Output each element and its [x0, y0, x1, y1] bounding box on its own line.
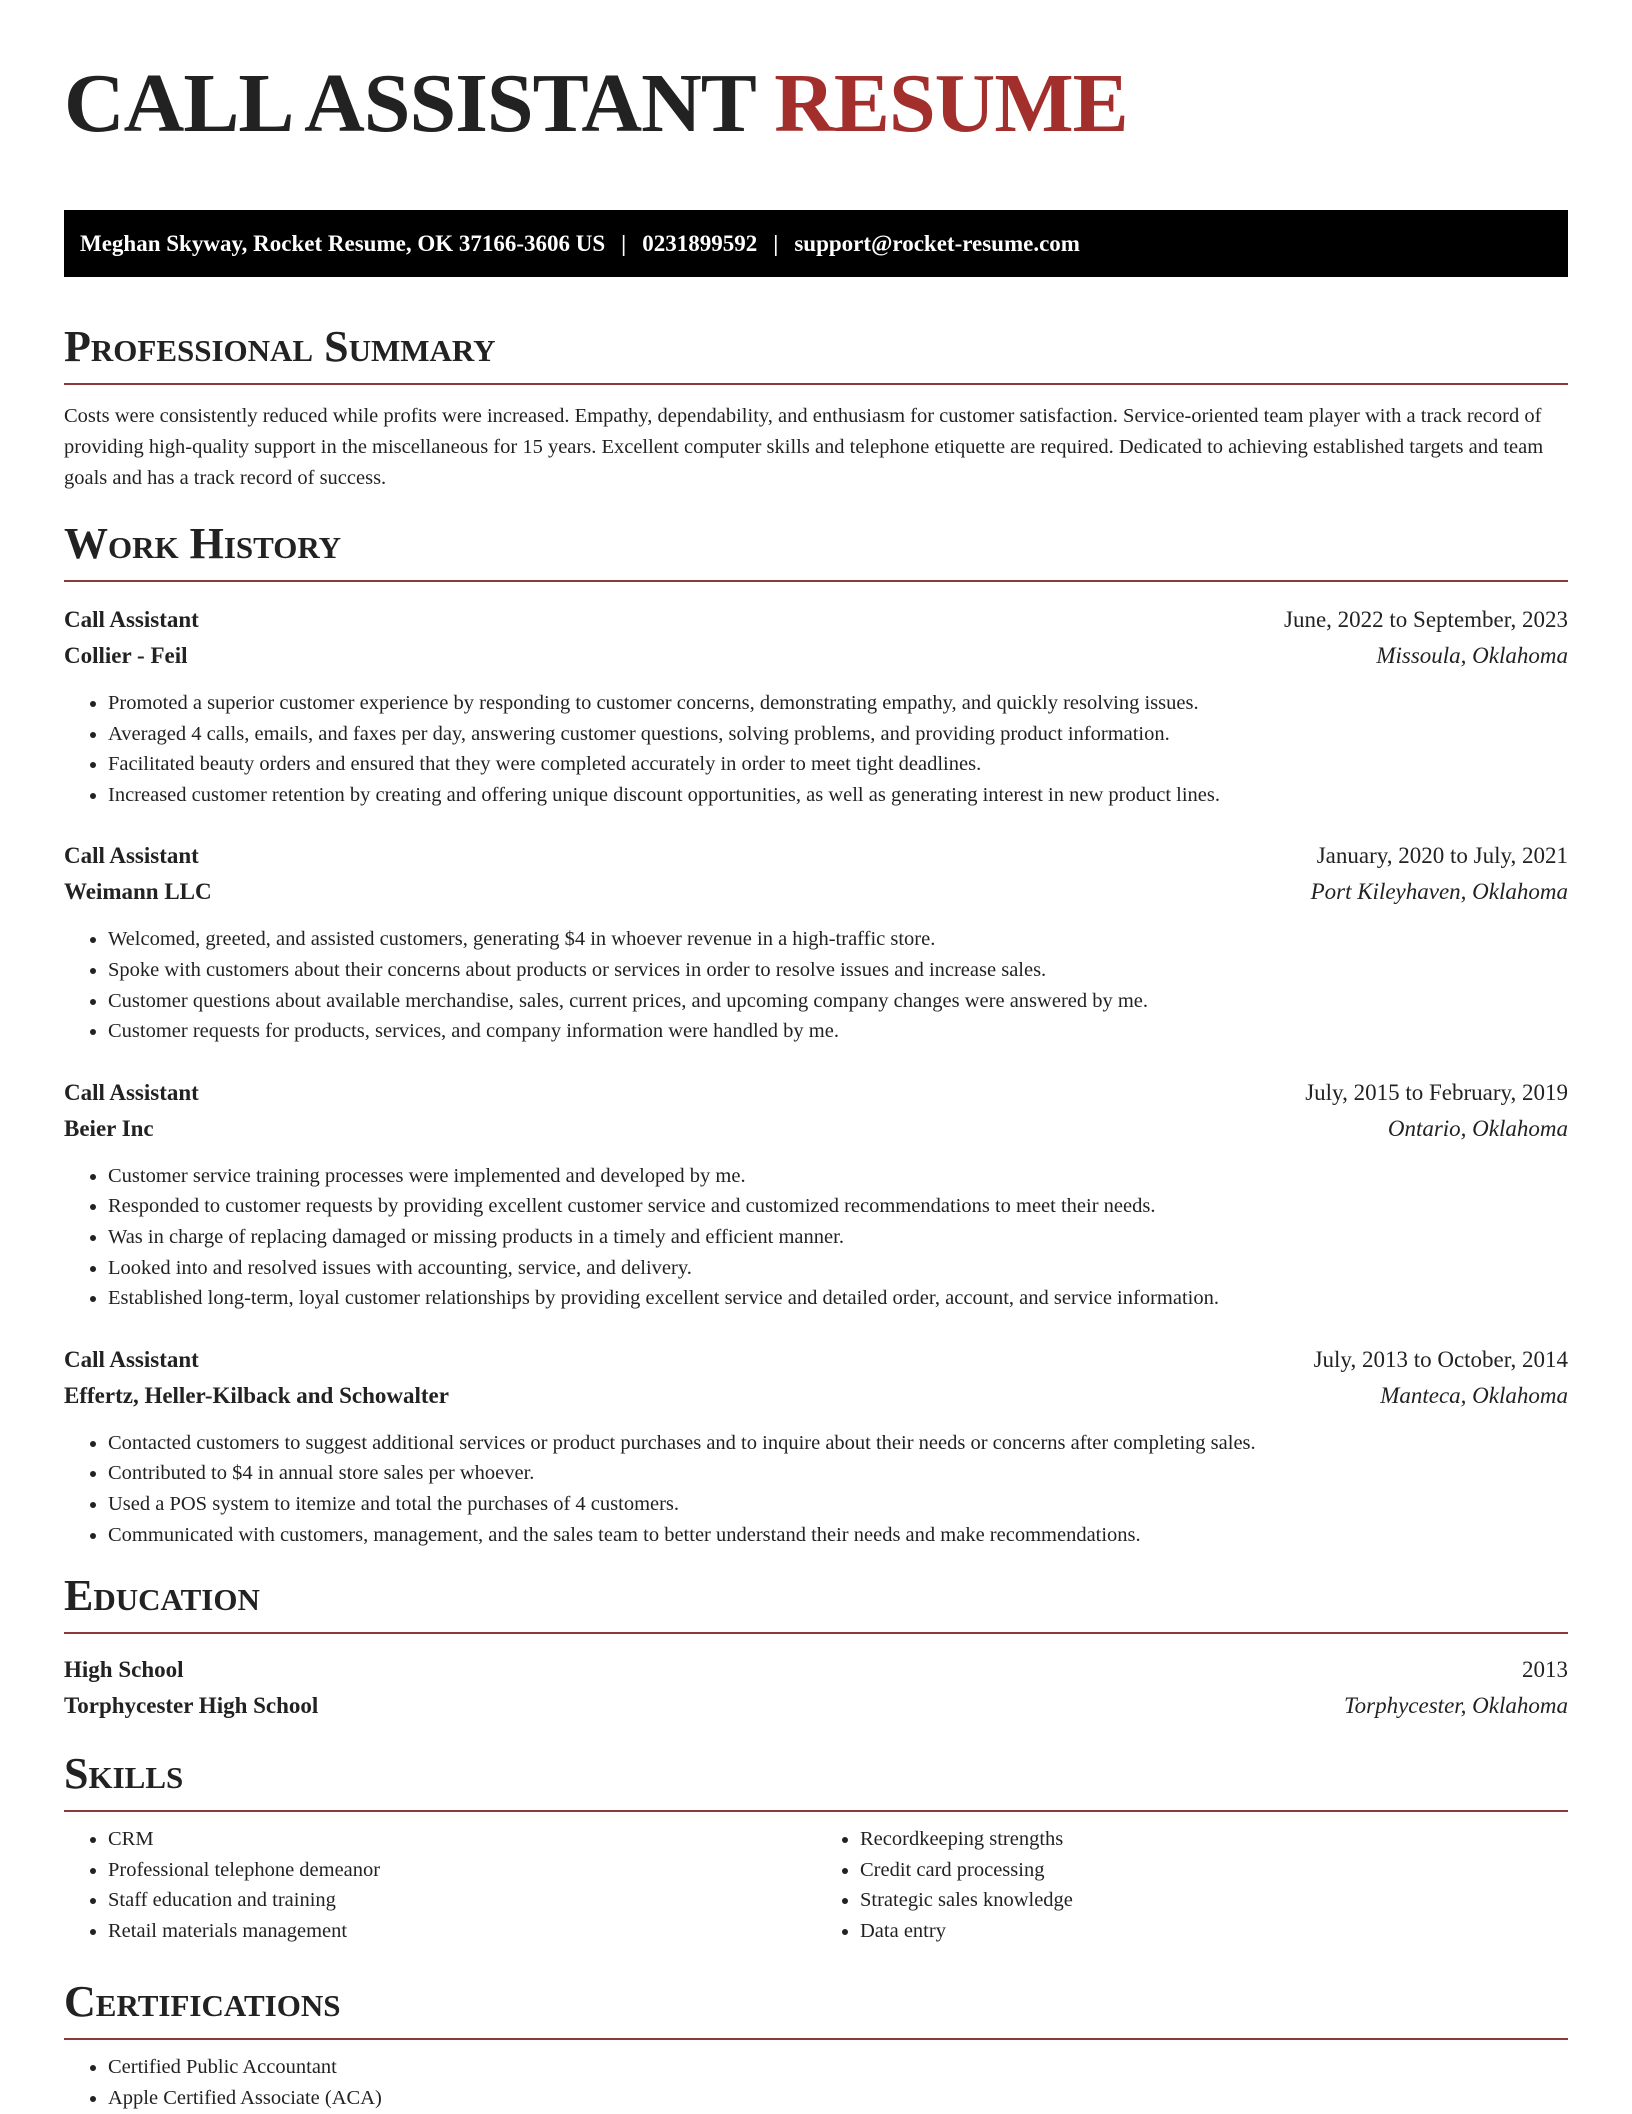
- job-bullet: • Established long-term, loyal customer relationships by providing excellent service and detailed order, account, and service information.: [108, 1283, 1568, 1314]
- job-bullet: • Responded to customer requests by providing excellent customer service and customized recommendations to meet their needs.: [108, 1191, 1568, 1222]
- job-header: [64, 838, 1568, 874]
- job-bullet: • Customer requests for products, services, and company information were handled by me.: [108, 1016, 1568, 1047]
- work-history-section: [64, 516, 1568, 1550]
- job-location: Manteca, Oklahoma: [1380, 1382, 1568, 1408]
- job-entry: [64, 838, 1568, 1046]
- job-bullet: • Customer questions about available merchandise, sales, current prices, and upcoming company changes were answered by me.: [108, 986, 1568, 1017]
- job-subheader: [64, 874, 1568, 910]
- job-bullet: • Was in charge of replacing damaged or missing products in a timely and efficient manner.: [108, 1222, 1568, 1253]
- job-company: Effertz, Heller-Kilback and Schowalter: [64, 1382, 449, 1408]
- job-role: Call Assistant: [64, 1079, 199, 1105]
- skills-section: [64, 1746, 1568, 1946]
- job-bullet: • Contributed to $4 in annual store sales per whoever.: [108, 1458, 1568, 1489]
- job-bullet: • Promoted a superior customer experience by responding to customer concerns, demonstrating empathy, and quickly resolving issues.: [108, 688, 1568, 719]
- education-section: [64, 1568, 1568, 1724]
- summary-text: Costs were consistently reduced while profits were increased. Empathy, dependability, and enthusiasm for customer satisfaction. Service-oriented team player with a track record of providing high-quality support in the miscellaneous for 15 years. Excellent computer skills and telephone etiquette are required. Dedicated to achieving established targets and team goals and has a track record of success.: [64, 405, 1544, 489]
- job-subheader: [64, 638, 1568, 674]
- job-company: Collier - Feil: [64, 643, 188, 668]
- skill-item: • Data entry: [860, 1916, 1568, 1947]
- certification-item: • Certified Public Accountant: [108, 2052, 1568, 2083]
- job-dates: June, 2022 to September, 2023: [1284, 607, 1568, 632]
- skill-item: • Recordkeeping strengths: [860, 1824, 1568, 1855]
- job-company: Beier Inc: [64, 1115, 154, 1141]
- skill-item: • Credit card processing: [860, 1855, 1568, 1886]
- summary-section: [64, 319, 1568, 494]
- job-subheader: [64, 1378, 1568, 1414]
- title-resume-word: RESUME: [774, 57, 1128, 150]
- job-company: Weimann LLC: [64, 879, 212, 905]
- job-location: Missoula, Oklahoma: [1376, 643, 1568, 668]
- job-header: [64, 1342, 1568, 1378]
- job-header: [64, 1075, 1568, 1111]
- section-divider: [64, 1632, 1568, 1634]
- job-role: Call Assistant: [64, 1346, 199, 1372]
- contact-email[interactable]: support@rocket-resume.com: [794, 231, 1080, 256]
- contact-bar: [64, 210, 1568, 277]
- job-bullets: [64, 1428, 1568, 1550]
- job-bullets: [64, 924, 1568, 1046]
- job-bullet: • Increased customer retention by creating and offering unique discount opportunities, as well as generating interest in new product lines.: [108, 780, 1568, 811]
- job-bullet: • Used a POS system to itemize and total the purchases of 4 customers.: [108, 1489, 1568, 1520]
- job-dates: January, 2020 to July, 2021: [1316, 843, 1568, 869]
- contact-separator: |: [773, 231, 779, 256]
- section-title-education: Education: [64, 1571, 260, 1621]
- section-divider: [64, 383, 1568, 385]
- job-bullet: • Looked into and resolved issues with accounting, service, and delivery.: [108, 1253, 1568, 1284]
- title-role: CALL ASSISTANT: [64, 57, 755, 150]
- job-bullet: • Customer service training processes were implemented and developed by me.: [108, 1161, 1568, 1192]
- skill-item: • CRM: [108, 1824, 816, 1855]
- job-entry: [64, 602, 1568, 810]
- education-subheader: [64, 1688, 1568, 1724]
- skill-item: • Strategic sales knowledge: [860, 1885, 1568, 1916]
- education-degree: High School: [64, 1657, 184, 1683]
- education-header: [64, 1652, 1568, 1688]
- section-title-summary: Professional Summary: [64, 322, 496, 371]
- skills-columns: [64, 1812, 1568, 1946]
- job-bullet: • Welcomed, greeted, and assisted customers, generating $4 in whoever revenue in a high-traffic store.: [108, 924, 1568, 955]
- section-divider: [64, 2038, 1568, 2040]
- job-entry: [64, 1342, 1568, 1550]
- skill-item: • Retail materials management: [108, 1916, 816, 1947]
- job-role: Call Assistant: [64, 843, 199, 869]
- section-title-certifications: Certifications: [64, 1977, 341, 2027]
- job-role: Call Assistant: [64, 607, 199, 632]
- certifications-list: [64, 2052, 1568, 2113]
- resume-title: [64, 58, 1568, 150]
- contact-separator: |: [621, 231, 627, 256]
- certifications-section: [64, 1974, 1568, 2113]
- job-bullet: • Facilitated beauty orders and ensured that they were completed accurately in order to meet tight deadlines.: [108, 749, 1568, 780]
- skills-list-left: [64, 1824, 816, 1946]
- job-bullets: [64, 1161, 1568, 1314]
- section-divider: [64, 580, 1568, 582]
- job-bullet: • Averaged 4 calls, emails, and faxes per day, answering customer questions, solving problems, and providing product information.: [108, 719, 1568, 750]
- contact-phone: 0231899592: [642, 231, 758, 256]
- job-header: [64, 602, 1568, 638]
- job-entry: [64, 1075, 1568, 1314]
- job-bullets: [64, 688, 1568, 810]
- section-title-work-history: Work History: [64, 519, 342, 568]
- skill-item: • Staff education and training: [108, 1885, 816, 1916]
- job-bullet: • Spoke with customers about their concerns about products or services in order to resolve issues and increase sales.: [108, 955, 1568, 986]
- education-school: Torphycester High School: [64, 1693, 319, 1719]
- contact-address: Meghan Skyway, Rocket Resume, OK 37166-3606 US: [80, 231, 606, 256]
- job-bullet: • Communicated with customers, management, and the sales team to better understand their needs and make recommendations.: [108, 1520, 1568, 1551]
- job-bullet: • Contacted customers to suggest additional services or product purchases and to inquire about their needs or concerns after completing sales.: [108, 1428, 1568, 1459]
- certification-item: • Apple Certified Associate (ACA): [108, 2083, 1568, 2114]
- section-title-skills: Skills: [64, 1749, 184, 1799]
- job-dates: July, 2013 to October, 2014: [1313, 1346, 1568, 1372]
- job-dates: July, 2015 to February, 2019: [1305, 1079, 1568, 1105]
- job-location: Ontario, Oklahoma: [1387, 1115, 1568, 1141]
- skills-list-right: [816, 1824, 1568, 1946]
- education-year: 2013: [1522, 1657, 1568, 1683]
- education-location: Torphycester, Oklahoma: [1343, 1693, 1568, 1719]
- job-location: Port Kileyhaven, Oklahoma: [1310, 879, 1568, 905]
- job-subheader: [64, 1111, 1568, 1147]
- skill-item: • Professional telephone demeanor: [108, 1855, 816, 1886]
